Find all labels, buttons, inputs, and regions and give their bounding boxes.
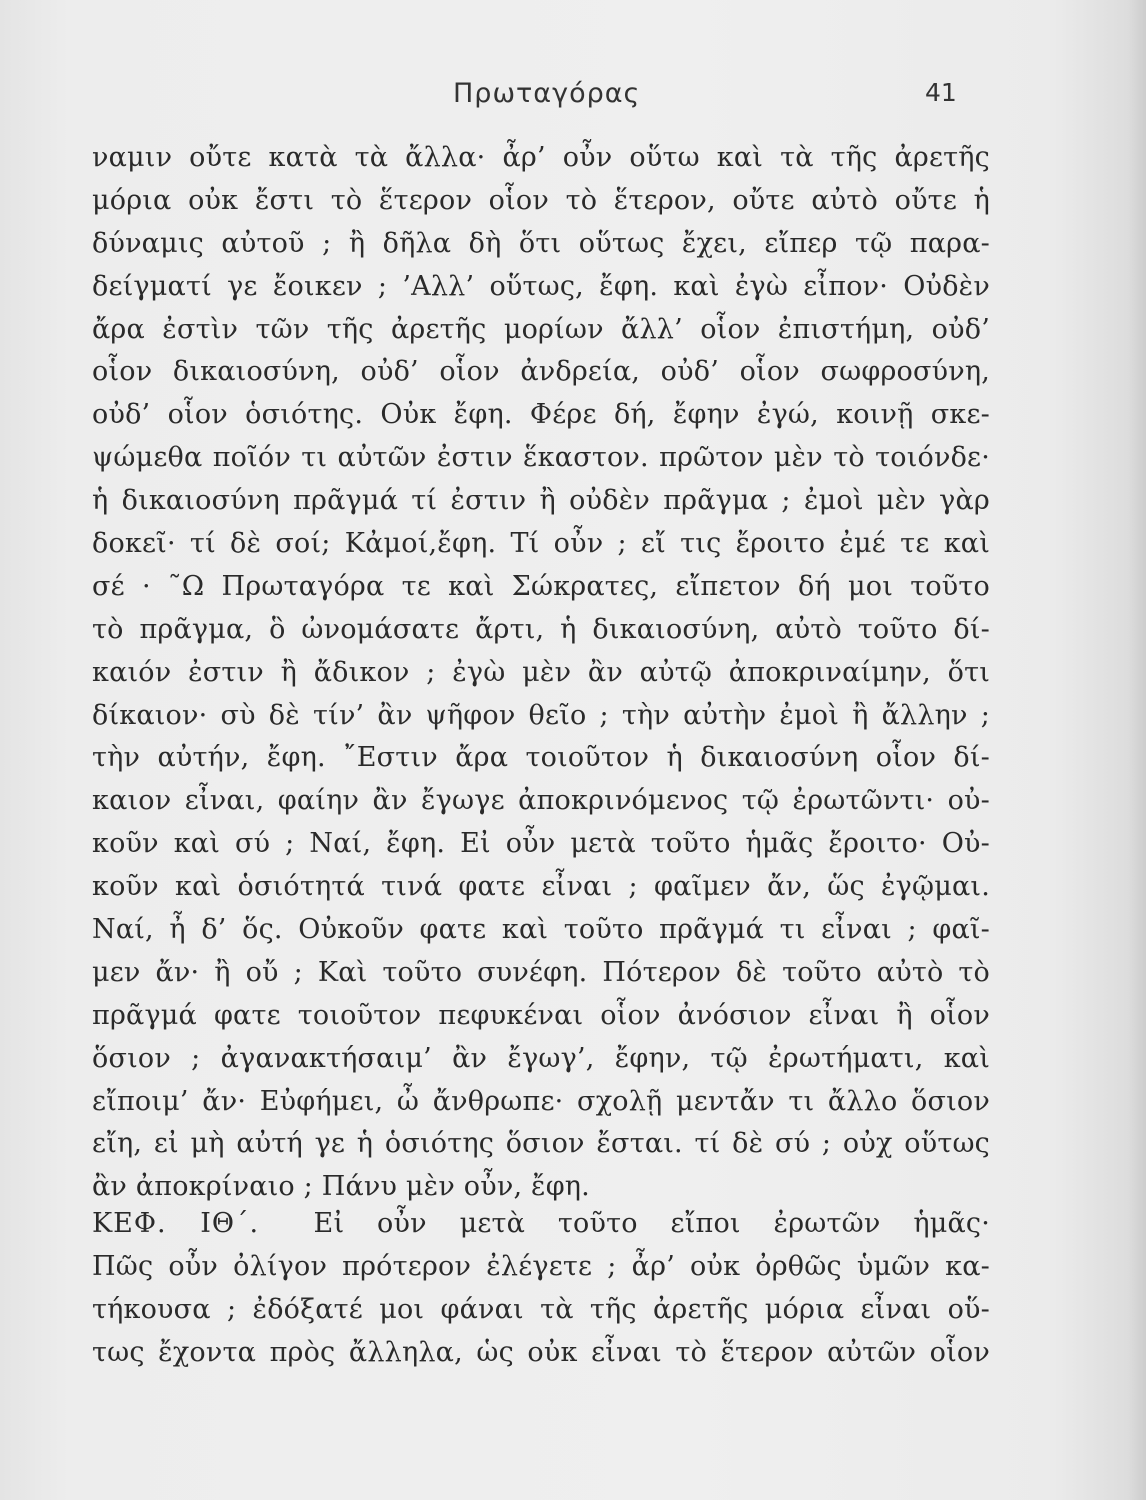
text-line: ἂν ἀποκρίναιο ; Πάνυ μὲν οὖν, ἔφη. <box>92 1171 590 1203</box>
text-line: ψώμεθα ποῖόν τι αὐτῶν ἐστιν ἕκαστον. πρῶτον μὲν τὸ τοιόνδε· <box>92 442 990 474</box>
running-title: Πρωταγόρας <box>453 78 641 109</box>
paragraph-chapter <box>92 1203 990 1375</box>
text-line: οἷον δικαιοσύνη, οὐδ’ οἷον ἀνδρεία, οὐδ’ οἷον σωφροσύνη, <box>92 356 990 388</box>
text-line: εἴποιμ’ ἄν· Εὐφήμει, ὦ ἄνθρωπε· σχολῇ μεντἄν τι ἄλλο ὅσιον <box>92 1085 990 1117</box>
text-line: μόρια οὐκ ἔστι τὸ ἕτερον οἷον τὸ ἕτερον, οὔτε αὐτὸ οὔτε ἡ <box>92 184 990 216</box>
text-line: τήκουσα ; ἐδόξατέ μοι φάναι τὰ τῆς ἀρετῆς μόρια εἶναι οὕ- <box>92 1293 990 1325</box>
text-line: δείγματί γε ἔοικεν ; ’Αλλ’ οὕτως, ἔφη. καὶ ἐγὼ εἶπον· Οὐδὲν <box>92 270 990 302</box>
text-line: δοκεῖ· τί δὲ σοί; Κἀμοί,ἔφη. Τί οὖν ; εἴ τις ἔροιτο ἐμέ τε καὶ <box>92 528 990 560</box>
text-line: ναμιν οὔτε κατὰ τὰ ἄλλα· ἆρ’ οὖν οὕτω καὶ τὰ τῆς ἀρετῆς <box>92 142 990 173</box>
text-line: ἡ δικαιοσύνη πρᾶγμά τί ἐστιν ἢ οὐδὲν πρᾶγμα ; ἐμοὶ μὲν γὰρ <box>92 485 990 517</box>
text-line: Ναί, ἦ δ’ ὅς. Οὐκοῦν φατε καὶ τοῦτο πρᾶγμά τι εἶναι ; φαῖ- <box>92 914 990 946</box>
text-line: καιον εἶναι, φαίην ἂν ἔγωγε ἀποκρινόμενος τῷ ἐρωτῶντι· οὐ- <box>92 785 990 817</box>
text-line: κοῦν καὶ ὁσιότητά τινά φατε εἶναι ; φαῖμεν ἄν, ὥς ἐγῷμαι. <box>92 871 990 903</box>
chapter-line-text: Εἰ οὖν μετὰ τοῦτο εἴποι ἐρωτῶν ἡμᾶς· <box>313 1208 990 1239</box>
text-line: δύναμις αὐτοῦ ; ἢ δῆλα δὴ ὅτι οὕτως ἔχει, εἴπερ τῷ παρα- <box>92 227 990 259</box>
text-line: κοῦν καὶ σύ ; Ναί, ἔφη. Εἰ οὖν μετὰ τοῦτο ἡμᾶς ἔροιτο· Οὐ- <box>92 828 990 860</box>
text-line: τὴν αὐτήν, ἔφη. ῎Εστιν ἄρα τοιοῦτον ἡ δικαιοσύνη οἷον δί- <box>92 742 990 774</box>
text-line: Πῶς οὖν ὀλίγον πρότερον ἐλέγετε ; ἆρ’ οὐκ ὀρθῶς ὑμῶν κα- <box>92 1250 990 1282</box>
text-line: μεν ἄν· ἢ οὔ ; Καὶ τοῦτο συνέφη. Πότερον δὲ τοῦτο αὐτὸ τὸ <box>92 956 990 988</box>
text-line: τως ἔχοντα πρὸς ἄλληλα, ὡς οὐκ εἶναι τὸ ἕτερον αὐτῶν οἷον <box>92 1336 990 1368</box>
text-line: ὅσιον ; ἀγανακτήσαιμ’ ἂν ἔγωγ’, ἔφην, τῷ ἐρωτήματι, καὶ <box>92 1042 990 1074</box>
text-line: εἴη, εἰ μὴ αὐτή γε ἡ ὁσιότης ὅσιον ἔσται. τί δὲ σύ ; οὐχ οὕτως <box>92 1128 990 1160</box>
running-head <box>0 78 1146 118</box>
text-line: καιόν ἐστιν ἢ ἄδικον ; ἐγὼ μὲν ἂν αὐτῷ ἀποκριναίμην, ὅτι <box>92 656 990 688</box>
paragraph-main <box>92 137 990 1209</box>
text-line: πρᾶγμά φατε τοιοῦτον πεφυκέναι οἷον ἀνόσιον εἶναι ἢ οἷον <box>92 999 990 1031</box>
text-line: ἄρα ἐστὶν τῶν τῆς ἀρετῆς μορίων ἄλλ’ οἷον ἐπιστήμη, οὐδ’ <box>92 313 990 345</box>
text-line: τὸ πρᾶγμα, ὃ ὠνομάσατε ἄρτι, ἡ δικαιοσύνη, αὐτὸ τοῦτο δί- <box>92 613 990 645</box>
text-line: δίκαιον· σὺ δὲ τίν’ ἂν ψῆφον θεῖο ; τὴν αὐτὴν ἐμοὶ ἢ ἄλλην ; <box>92 699 990 731</box>
chapter-first-line <box>92 1203 990 1246</box>
page-edge-shadow <box>1128 0 1146 1500</box>
chapter-heading: ΚΕΦ. ΙΘ΄. <box>92 1208 260 1239</box>
text-line: οὐδ’ οἷον ὁσιότης. Οὐκ ἔφη. Φέρε δή, ἔφην ἐγώ, κοινῇ σκε- <box>92 399 990 431</box>
page-number: 41 <box>925 78 957 107</box>
text-line: σέ · ˜Ω Πρωταγόρα τε καὶ Σώκρατες, εἴπετον δή μοι τοῦτο <box>92 570 990 602</box>
